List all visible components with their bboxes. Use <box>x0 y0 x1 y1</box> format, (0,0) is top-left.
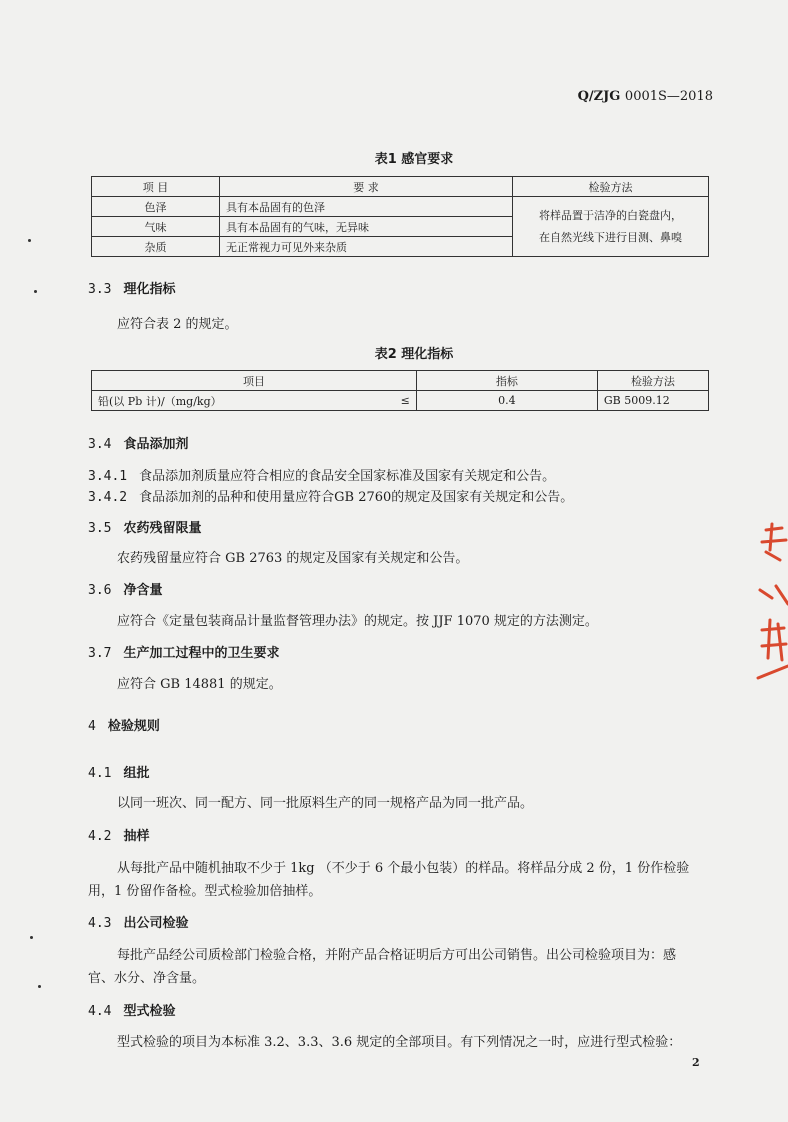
section-4-4-text: 型式检验的项目为本标准 3.2、3.3、3.6 规定的全部项目。有下列情况之一时，应进行型式检验： <box>117 1035 682 1050</box>
section-3-4-1 <box>88 465 555 484</box>
subsection-text: 食品添加剂质量应符合相应的食品安全国家标准及国家有关规定和公告。 <box>139 469 556 484</box>
section-number: 3.4 <box>88 437 112 452</box>
table-row <box>92 197 709 217</box>
punch-mark <box>34 290 37 293</box>
section-title: 型式检验 <box>123 1004 176 1019</box>
section-number: 4.1 <box>88 766 112 781</box>
section-4-2-line1: 从每批产品中随机抽取不少于 1kg （不少于 6 个最小包装）的样品。将样品分成 2 份，1 份作检验 <box>117 861 690 876</box>
section-number: 3.3 <box>88 282 112 297</box>
table1-cell-item: 杂质 <box>92 237 220 257</box>
subsection-number: 3.4.1 <box>88 469 128 484</box>
section-3-7-text: 应符合 GB 14881 的规定。 <box>117 677 282 692</box>
section-3-4-heading <box>88 433 189 452</box>
table1-cell-method <box>513 197 709 257</box>
section-3-6-text: 应符合《定量包装商品计量监督管理办法》的规定。按 JJF 1070 规定的方法测定。 <box>117 614 598 629</box>
section-3-6-heading <box>88 579 163 598</box>
standard-code-number: 0001S—2018 <box>624 89 713 104</box>
table1-header-item: 项 目 <box>92 177 220 197</box>
table2-cell-method: GB 5009.12 <box>597 391 708 411</box>
table2-cell-item: 铅(以 Pb 计)/（mg/kg） <box>92 391 384 411</box>
section-title: 出公司检验 <box>123 916 189 931</box>
section-4-2-heading <box>88 825 150 844</box>
section-number: 3.7 <box>88 646 112 661</box>
section-title: 检验规则 <box>107 719 160 734</box>
section-4-3-line2: 官、水分、净含量。 <box>88 971 206 986</box>
section-title: 组批 <box>123 766 150 781</box>
punch-mark <box>28 239 31 242</box>
table1-cell-req: 无正常视力可见外来杂质 <box>220 237 513 257</box>
chapter-4-heading <box>88 715 160 734</box>
section-title: 理化指标 <box>123 282 176 297</box>
table1-caption: 表1 感官要求 <box>374 152 454 167</box>
table2-cell-value: 0.4 <box>416 391 597 411</box>
section-4-4-heading <box>88 1000 176 1019</box>
section-number: 4.2 <box>88 829 112 844</box>
punch-mark <box>38 985 41 988</box>
section-4-3-line1: 每批产品经公司质检部门检验合格，并附产品合格证明后方可出公司销售。出公司检验项目为：感 <box>117 948 677 963</box>
subsection-number: 3.4.2 <box>88 490 128 505</box>
section-title: 抽样 <box>123 829 150 844</box>
table2-header-method: 检验方法 <box>597 371 708 391</box>
section-3-3-text: 应符合表 2 的规定。 <box>117 317 238 332</box>
table2-cell-op: ≤ <box>384 391 417 411</box>
section-4-2-line2: 用，1 份留作备检。型式检验加倍抽样。 <box>88 884 322 899</box>
section-title: 农药残留限量 <box>123 521 202 536</box>
table1-method-line1: 将样品置于洁净的白瓷盘内， <box>539 208 682 222</box>
page-number: 2 <box>692 1056 700 1069</box>
section-3-5-heading <box>88 517 202 536</box>
table1-cell-item: 色泽 <box>92 197 220 217</box>
section-3-7-heading <box>88 642 280 661</box>
subsection-text: 食品添加剂的品种和使用量应符合GB 2760的规定及国家有关规定和公告。 <box>139 490 574 505</box>
table2-caption: 表2 理化指标 <box>374 347 454 362</box>
section-title: 生产加工过程中的卫生要求 <box>123 646 280 661</box>
table1-cell-item: 气味 <box>92 217 220 237</box>
table2-physchem <box>91 370 709 411</box>
punch-mark <box>30 936 33 939</box>
table1-cell-req: 具有本品固有的色泽 <box>220 197 513 217</box>
section-number: 4.3 <box>88 916 112 931</box>
table1-method-line2: 在自然光线下进行目测、鼻嗅 <box>539 230 682 244</box>
standard-code-prefix: Q/ZJG <box>577 89 621 104</box>
section-number: 4.4 <box>88 1004 112 1019</box>
table2-header-value: 指标 <box>416 371 597 391</box>
section-4-1-text: 以同一班次、同一配方、同一批原料生产的同一规格产品为同一批产品。 <box>117 796 534 811</box>
table1-cell-req: 具有本品固有的气味，无异味 <box>220 217 513 237</box>
table2-header-item: 项目 <box>92 371 417 391</box>
section-4-1-heading <box>88 762 150 781</box>
table1-header-req: 要 求 <box>220 177 513 197</box>
red-seal-stamp <box>752 520 788 690</box>
section-number: 3.5 <box>88 521 112 536</box>
section-3-5-text: 农药残留量应符合 GB 2763 的规定及国家有关规定和公告。 <box>117 551 469 566</box>
table-row <box>92 391 709 411</box>
standard-code <box>578 89 713 104</box>
section-number: 3.6 <box>88 583 112 598</box>
table1-header-method: 检验方法 <box>513 177 709 197</box>
section-3-4-2 <box>88 486 573 505</box>
table1-sensory <box>91 176 709 257</box>
section-title: 净含量 <box>123 583 163 598</box>
section-number: 4 <box>88 719 96 734</box>
section-title: 食品添加剂 <box>123 437 189 452</box>
section-3-3-heading <box>88 278 176 297</box>
section-4-3-heading <box>88 912 189 931</box>
